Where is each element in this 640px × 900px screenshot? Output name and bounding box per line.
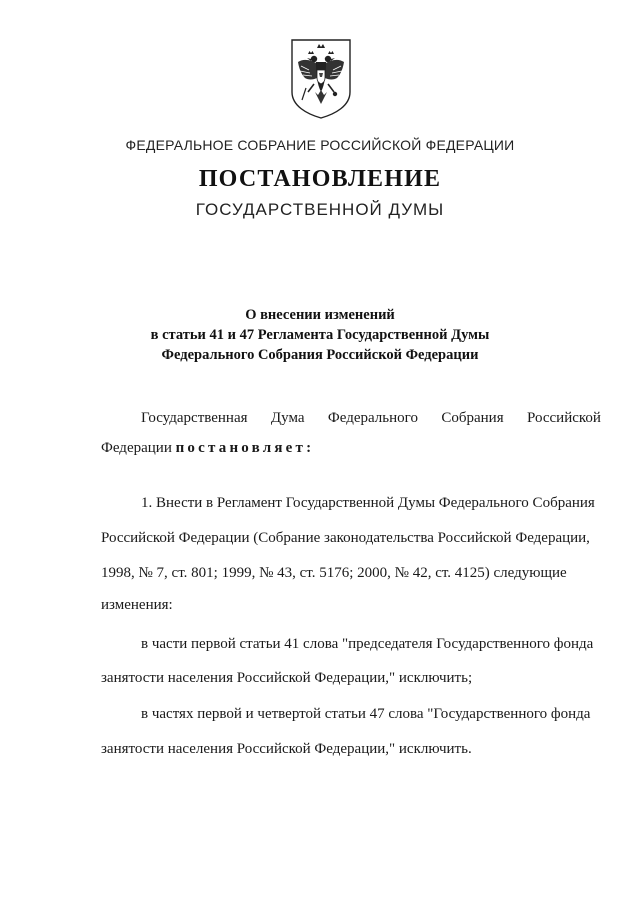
resolution-title-line: в статьи 41 и 47 Регламента Государственной Думы (150, 327, 490, 343)
preamble-word: Федерального (327, 410, 418, 426)
preamble-line (141, 410, 601, 427)
item-1-line: изменения: (101, 597, 173, 613)
preamble-word: Дума (270, 410, 305, 426)
preamble-word: Российской (527, 410, 601, 426)
issuing-body: ГОСУДАРСТВЕННОЙ ДУМЫ (195, 200, 445, 219)
item-1-line: 1. Внести в Регламент Государственной Думы Федерального Собрания (141, 495, 595, 511)
paragraph-line: в части первой статьи 41 слова "председателя Государственного фонда (141, 636, 594, 652)
coat-of-arms-icon (289, 38, 353, 120)
assembly-name: ФЕДЕРАЛЬНОЕ СОБРАНИЕ РОССИЙСКОЙ ФЕДЕРАЦИИ (125, 137, 515, 153)
preamble-line (101, 440, 601, 457)
resolution-title-line: О внесении изменений (245, 307, 395, 323)
resolution-title-line: Федерального Собрания Российской Федерации (161, 347, 479, 363)
item-1-line: 1998, № 7, ст. 801; 1999, № 43, ст. 5176; 2000, № 42, ст. 4125) следующие (101, 565, 567, 581)
item-1-line: Российской Федерации (Собрание законодательства Российской Федерации, (101, 530, 590, 546)
paragraph-line: занятости населения Российской Федерации," исключить. (101, 741, 472, 757)
paragraph-line: в частях первой и четвертой статьи 47 слова "Государственного фонда (141, 706, 591, 722)
preamble-word: Собрания (441, 410, 504, 426)
resolves-word: постановляет: (175, 440, 315, 456)
resolution-title (0, 305, 640, 365)
document-type: ПОСТАНОВЛЕНИЕ (198, 166, 442, 192)
preamble-text: Федерации (101, 440, 176, 456)
preamble-word: Государственная (141, 410, 248, 426)
paragraph-line: занятости населения Российской Федерации," исключить; (101, 670, 473, 686)
